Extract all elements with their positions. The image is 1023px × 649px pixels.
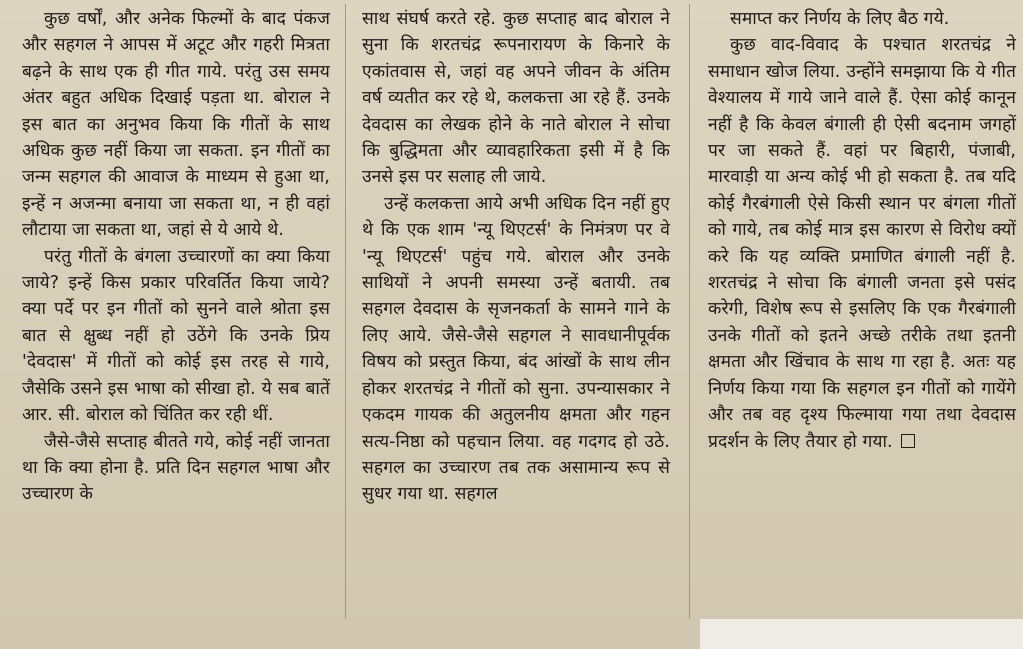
paragraph: जैसे-जैसे सप्ताह बीतते गये, कोई नहीं जानता था कि क्या होना है. प्रति दिन सहगल भाषा और उच्चारण के [22,431,330,505]
paragraph: उन्हें कलकत्ता आये अभी अधिक दिन नहीं हुए थे कि एक शाम 'न्यू थिएटर्स' के निमंत्रण पर वे 'न्यू थिएटर्स' पहुंच गये. बोराल और उनके साथियों ने अपनी समस्या उन्हें बतायी. तब सहगल देवदास के सृजनकर्ता के सामने गाने के लिए आये. जैसे-जैसे सहगल ने सावधानीपूर्वक विषय को प्रस्तुत किया, बंद आंखों के साथ लीन होकर शरतचंद्र ने गीतों को सुना. उपन्यासकार ने एकदम गायक की अतुलनीय क्षमता और गहन सत्य-निष्ठा को पहचान लिया. वह गदगद हो उठे. सहगल का उच्चारण तब तक असामान्य रूप से सुधर गया था. सहगल [362,193,670,505]
paragraph: परंतु गीतों के बंगला उच्चारणों का क्या किया जाये? इन्हें किस प्रकार परिवर्तित किया जाये? क्या पर्दे पर इन गीतों को सुनने वाले श्रोता इस बात से क्षुब्ध नहीं हो उठेंगे कि उनके प्रिय 'देवदास' में गीतों को कोई इस तरह से गाये, जैसेकि उसने इस भाषा को सीखा हो. ये सब बातें आर. सी. बोराल को चिंतित कर रही थीं. [22,246,330,426]
paragraph: कुछ वर्षों, और अनेक फिल्मों के बाद पंकज और सहगल ने आपस में अटूट और गहरी मित्रता बढ़ने के साथ एक ही गीत गाये. परंतु उस समय अंतर बहुत अधिक दिखाई पड़ता था. बोराल ने इस बात का अनुभव किया कि गीतों के साथ अधिक कुछ नहीं किया जा सकता. इन गीतों का जन्म सहगल की आवाज के माध्यम से हुआ था, इन्हें न अजन्मा बनाया जा सकता था, न ही वहां लौटाया जा सकता था, जहां से ये आये थे. [22,9,330,241]
page-edge [700,619,1023,649]
paragraph [708,32,1016,455]
end-of-article-box-icon [901,434,915,448]
text-column-2 [362,0,670,649]
column-divider [345,4,346,619]
paragraph: समाप्त कर निर्णय के लिए बैठ गये. [730,9,950,29]
text-column-1 [22,0,330,649]
column-divider [689,4,690,619]
paragraph-text: कुछ वाद-विवाद के पश्चात शरतचंद्र ने समाधान खोज लिया. उन्होंने समझाया कि ये गीत वेश्यालय में गाये जाने वाले हैं. ऐसा कोई कानून नहीं है कि केवल बंगाली ही ऐसी बदनाम जगहों पर जा सकते हैं. वहां पर बिहारी, पंजाबी, मारवाड़ी या अन्य कोई भी हो सकता है. तब यदि कोई गैरबंगाली ऐसे किसी स्थान पर बंगला गीतों को गाये, तब कोई मात्र इस कारण से विरोध क्यों करे कि यह व्यक्ति प्रमाणित बंगाली नहीं है. शरतचंद्र ने सोचा कि बंगाली जनता इसे पसंद करेगी, विशेष रूप से इसलिए कि एक गैरबंगाली उनके गीतों को इतने अच्छे तरीके तथा इतनी क्षमता और खिंचाव के साथ गा रहा है. अतः यह निर्णय किया गया कि सहगल इन गीतों को गायेंगे और तब वह दृश्य फिल्माया गया तथा देवदास प्रदर्शन के लिए तैयार हो गया. [708,35,1016,452]
paragraph: साथ संघर्ष करते रहे. कुछ सप्ताह बाद बोराल ने सुना कि शरतचंद्र रूपनारायण के किनारे के एकांतवास से, जहां वह अपने जीवन के अंतिम वर्ष व्यतीत कर रहे थे, कलकत्ता आ रहे हैं. उनके देवदास का लेखक होने के नाते बोराल ने सोचा कि बुद्धिमता और व्यावहारिकता इसी में है कि उनसे इस पर सलाह ली जाये. [362,9,670,188]
text-column-3 [708,0,1016,649]
